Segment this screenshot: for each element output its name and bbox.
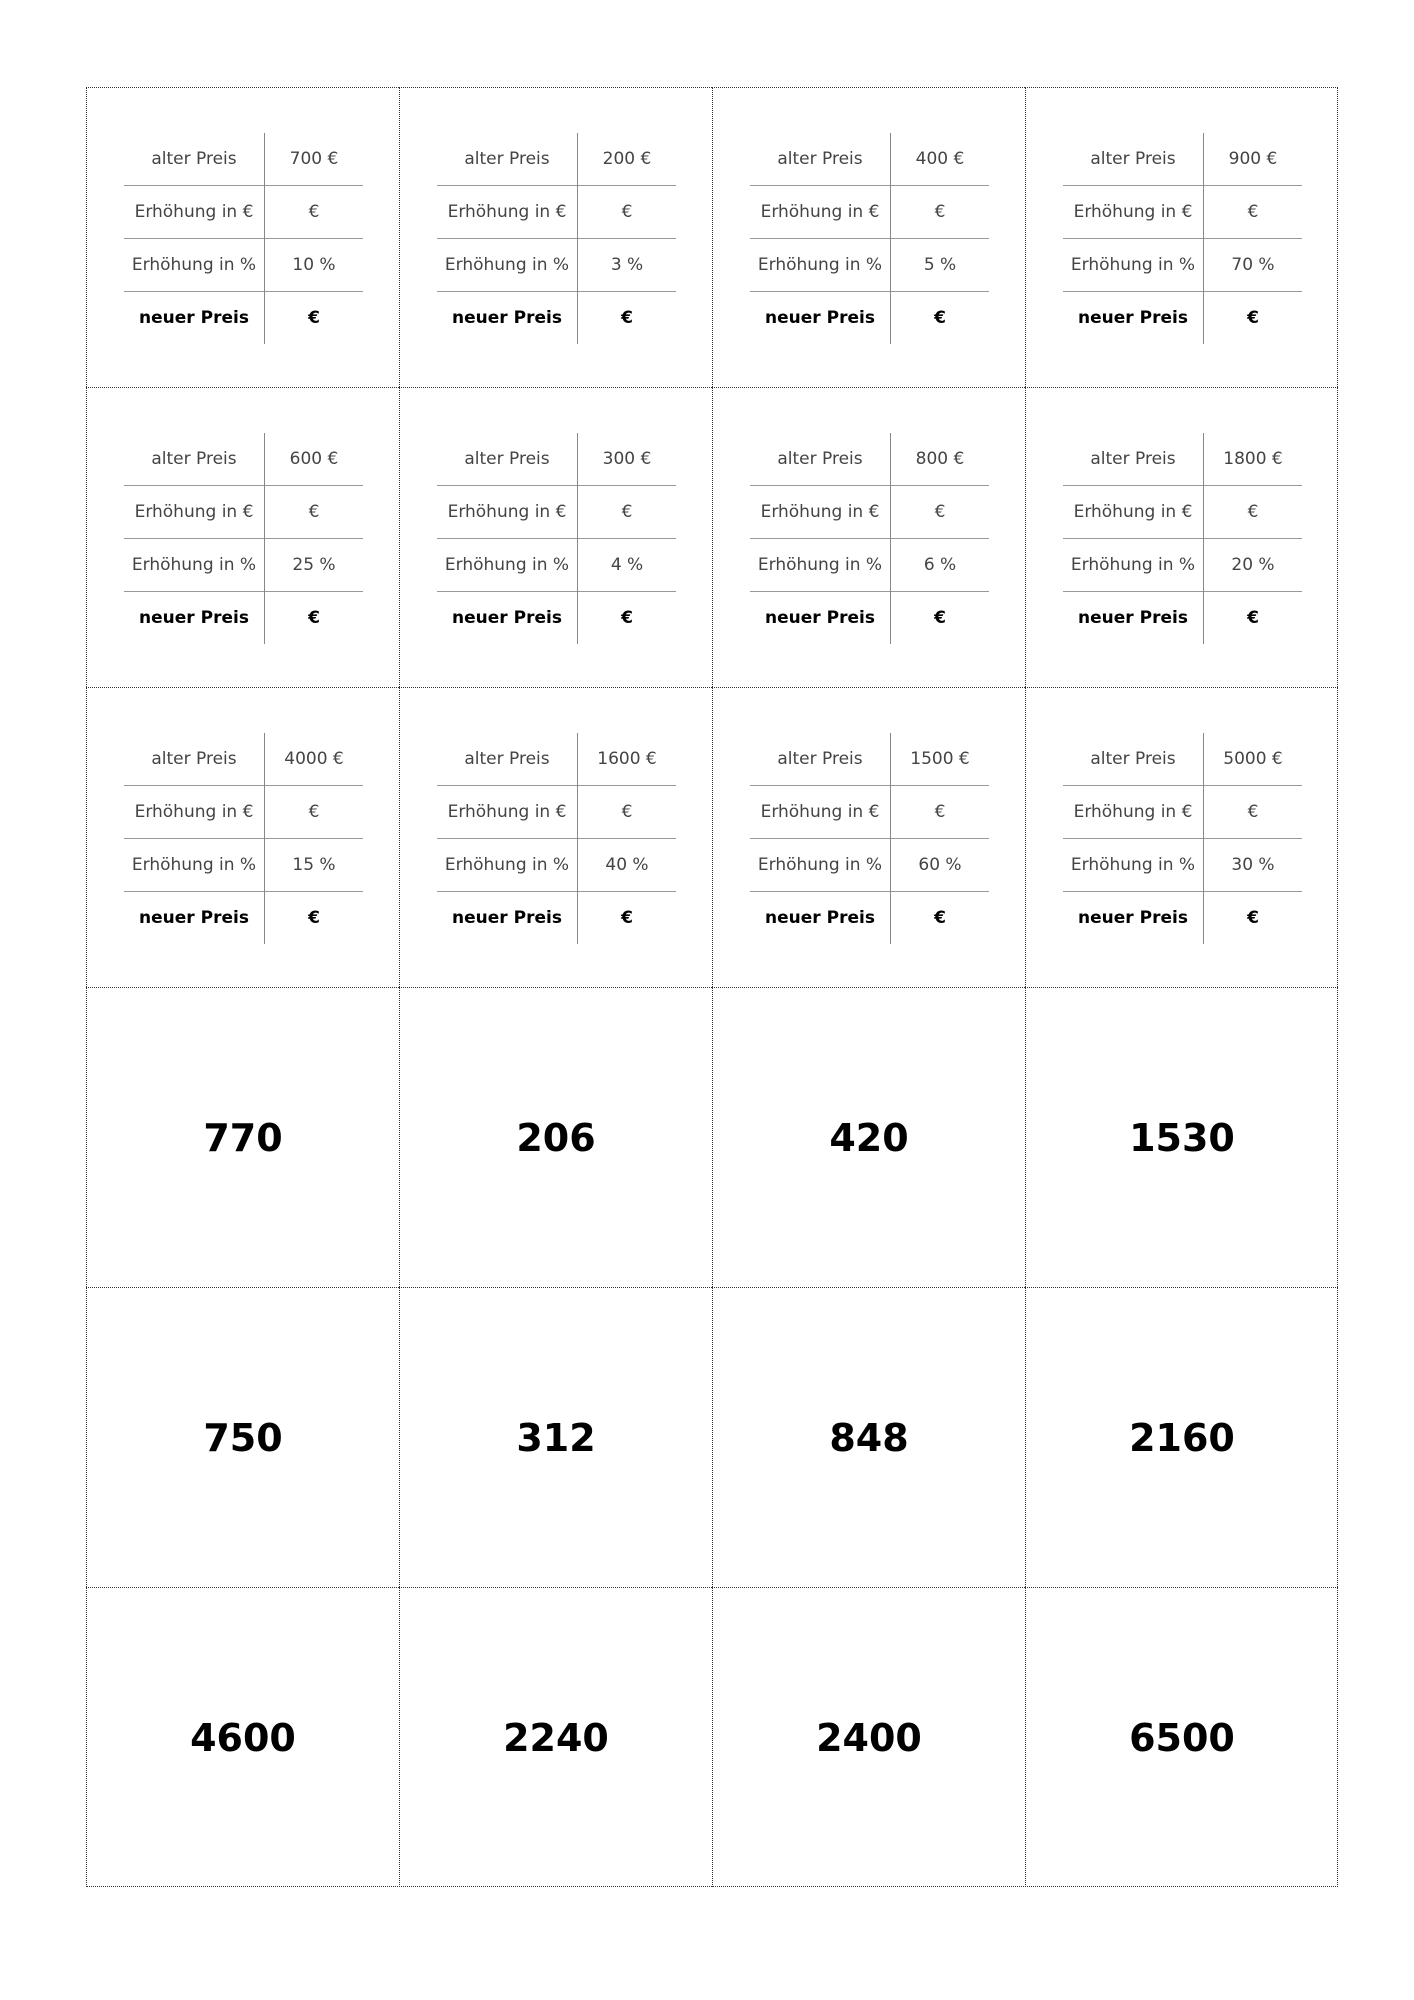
- increase-pct-value: 5 %: [891, 239, 990, 292]
- new-price-value: €: [1204, 292, 1303, 345]
- old-price-label: alter Preis: [437, 133, 578, 186]
- increase-eur-value: €: [1204, 186, 1303, 239]
- task-card: [712, 687, 1025, 987]
- answer-card: [712, 987, 1025, 1287]
- old-price-value: 4000 €: [284, 749, 344, 769]
- answer-value: 2160: [1129, 1415, 1235, 1460]
- increase-pct-label: Erhöhung in %: [437, 539, 578, 592]
- increase-pct-label: Erhöhung in %: [1063, 539, 1204, 592]
- row-new-price: [124, 592, 363, 645]
- increase-eur-label: Erhöhung in €: [124, 486, 265, 539]
- row-old-price: [1063, 433, 1302, 486]
- row-old-price: [1063, 133, 1302, 186]
- increase-eur-value: €: [265, 186, 364, 239]
- row-old-price: [750, 133, 989, 186]
- old-price-label: alter Preis: [750, 733, 891, 786]
- row-new-price: [1063, 292, 1302, 345]
- increase-eur-value: €: [891, 186, 990, 239]
- row-new-price: [437, 292, 676, 345]
- increase-pct-label: Erhöhung in %: [1063, 239, 1204, 292]
- old-price-label: alter Preis: [1063, 733, 1204, 786]
- increase-pct-label: Erhöhung in %: [750, 239, 891, 292]
- answer-card: [712, 1587, 1025, 1887]
- increase-eur-label: Erhöhung in €: [437, 186, 578, 239]
- answer-value: 2240: [503, 1715, 609, 1760]
- answer-value: 206: [516, 1115, 596, 1160]
- row-increase-pct: [437, 839, 676, 892]
- row-new-price: [124, 292, 363, 345]
- answer-value: 848: [829, 1415, 909, 1460]
- increase-pct-value: 25 %: [265, 539, 364, 592]
- old-price-label: alter Preis: [124, 733, 265, 786]
- increase-pct-value: 4 %: [578, 539, 677, 592]
- increase-eur-label: Erhöhung in €: [1063, 786, 1204, 839]
- increase-eur-value: €: [265, 486, 364, 539]
- increase-eur-label: Erhöhung in €: [124, 786, 265, 839]
- increase-eur-value: €: [1204, 486, 1303, 539]
- row-old-price: [1063, 733, 1302, 786]
- task-card: [1025, 387, 1338, 687]
- increase-eur-label: Erhöhung in €: [437, 486, 578, 539]
- answer-value: 750: [203, 1415, 283, 1460]
- row-old-price: [437, 433, 676, 486]
- new-price-value: €: [891, 592, 990, 645]
- answer-card: [1025, 1587, 1338, 1887]
- old-price-label: alter Preis: [750, 433, 891, 486]
- increase-eur-label: Erhöhung in €: [750, 786, 891, 839]
- row-increase-eur: [1063, 486, 1302, 539]
- old-price-value: 1600 €: [597, 749, 657, 769]
- increase-eur-value: €: [578, 786, 677, 839]
- increase-eur-value: €: [891, 786, 990, 839]
- task-card: [1025, 687, 1338, 987]
- old-price-value: 1500 €: [910, 749, 970, 769]
- old-price-value: 300 €: [602, 449, 652, 469]
- price-table: [1063, 133, 1302, 344]
- increase-pct-value: 60 %: [891, 839, 990, 892]
- price-table: [124, 133, 363, 344]
- new-price-label: neuer Preis: [1063, 292, 1204, 345]
- row-increase-pct: [1063, 239, 1302, 292]
- row-increase-eur: [124, 186, 363, 239]
- price-table: [437, 133, 676, 344]
- new-price-label: neuer Preis: [437, 892, 578, 945]
- task-card: [86, 387, 399, 687]
- old-price-label: alter Preis: [437, 733, 578, 786]
- price-table: [750, 433, 989, 644]
- new-price-label: neuer Preis: [124, 292, 265, 345]
- row-increase-pct: [124, 839, 363, 892]
- card-sheet: [86, 87, 1338, 1887]
- row-old-price: [437, 133, 676, 186]
- row-increase-pct: [124, 539, 363, 592]
- price-table: [437, 433, 676, 644]
- new-price-value: €: [1204, 892, 1303, 945]
- answer-value: 770: [203, 1115, 283, 1160]
- new-price-value: €: [265, 292, 364, 345]
- new-price-value: €: [891, 292, 990, 345]
- increase-pct-label: Erhöhung in %: [750, 839, 891, 892]
- old-price-value: 200 €: [602, 149, 652, 169]
- old-price-label: alter Preis: [750, 133, 891, 186]
- answer-card: [399, 987, 712, 1287]
- row-increase-pct: [437, 539, 676, 592]
- answer-value: 4600: [190, 1715, 296, 1760]
- increase-pct-value: 3 %: [578, 239, 677, 292]
- answer-card: [1025, 1287, 1338, 1587]
- new-price-label: neuer Preis: [124, 892, 265, 945]
- old-price-value: 700 €: [289, 149, 339, 169]
- row-increase-pct: [750, 839, 989, 892]
- row-increase-eur: [1063, 186, 1302, 239]
- old-price-label: alter Preis: [124, 433, 265, 486]
- answer-card: [86, 1287, 399, 1587]
- row-increase-eur: [750, 486, 989, 539]
- increase-pct-label: Erhöhung in %: [1063, 839, 1204, 892]
- new-price-label: neuer Preis: [437, 592, 578, 645]
- old-price-label: alter Preis: [1063, 133, 1204, 186]
- row-old-price: [750, 433, 989, 486]
- price-table: [750, 733, 989, 944]
- answer-value: 420: [829, 1115, 909, 1160]
- new-price-value: €: [1204, 592, 1303, 645]
- increase-pct-value: 20 %: [1204, 539, 1303, 592]
- row-old-price: [750, 733, 989, 786]
- task-card: [86, 87, 399, 387]
- new-price-label: neuer Preis: [750, 592, 891, 645]
- row-new-price: [1063, 592, 1302, 645]
- task-card: [399, 387, 712, 687]
- row-increase-pct: [1063, 839, 1302, 892]
- task-card: [1025, 87, 1338, 387]
- row-new-price: [1063, 892, 1302, 945]
- increase-eur-value: €: [891, 486, 990, 539]
- row-increase-eur: [750, 186, 989, 239]
- price-table: [1063, 733, 1302, 944]
- new-price-label: neuer Preis: [750, 292, 891, 345]
- increase-pct-value: 15 %: [265, 839, 364, 892]
- increase-eur-value: €: [265, 786, 364, 839]
- row-increase-pct: [750, 539, 989, 592]
- increase-eur-label: Erhöhung in €: [437, 786, 578, 839]
- price-table: [124, 433, 363, 644]
- new-price-label: neuer Preis: [124, 592, 265, 645]
- increase-eur-label: Erhöhung in €: [750, 186, 891, 239]
- row-increase-eur: [437, 486, 676, 539]
- answer-card: [399, 1587, 712, 1887]
- increase-pct-label: Erhöhung in %: [437, 839, 578, 892]
- answer-value: 1530: [1129, 1115, 1235, 1160]
- task-card: [712, 387, 1025, 687]
- new-price-label: neuer Preis: [750, 892, 891, 945]
- new-price-value: €: [578, 892, 677, 945]
- answer-value: 2400: [816, 1715, 922, 1760]
- answer-card: [86, 1587, 399, 1887]
- row-increase-eur: [1063, 786, 1302, 839]
- task-card: [712, 87, 1025, 387]
- row-increase-eur: [437, 786, 676, 839]
- old-price-value: 1800 €: [1223, 449, 1283, 469]
- answer-value: 6500: [1129, 1715, 1235, 1760]
- row-old-price: [124, 433, 363, 486]
- old-price-label: alter Preis: [437, 433, 578, 486]
- increase-pct-label: Erhöhung in %: [124, 839, 265, 892]
- price-table: [124, 733, 363, 944]
- increase-eur-label: Erhöhung in €: [124, 186, 265, 239]
- increase-eur-label: Erhöhung in €: [1063, 186, 1204, 239]
- increase-pct-value: 6 %: [891, 539, 990, 592]
- new-price-value: €: [265, 892, 364, 945]
- row-new-price: [124, 892, 363, 945]
- increase-eur-label: Erhöhung in €: [1063, 486, 1204, 539]
- old-price-value: 600 €: [289, 449, 339, 469]
- old-price-value: 900 €: [1228, 149, 1278, 169]
- row-old-price: [124, 133, 363, 186]
- row-increase-eur: [124, 786, 363, 839]
- increase-pct-label: Erhöhung in %: [124, 239, 265, 292]
- answer-card: [712, 1287, 1025, 1587]
- row-increase-pct: [437, 239, 676, 292]
- increase-pct-value: 70 %: [1204, 239, 1303, 292]
- row-old-price: [437, 733, 676, 786]
- old-price-value: 400 €: [915, 149, 965, 169]
- increase-eur-value: €: [578, 486, 677, 539]
- increase-eur-value: €: [578, 186, 677, 239]
- increase-eur-label: Erhöhung in €: [750, 486, 891, 539]
- increase-pct-value: 10 %: [265, 239, 364, 292]
- task-card: [86, 687, 399, 987]
- answer-card: [399, 1287, 712, 1587]
- increase-pct-value: 30 %: [1204, 839, 1303, 892]
- increase-pct-value: 40 %: [578, 839, 677, 892]
- row-increase-eur: [750, 786, 989, 839]
- new-price-label: neuer Preis: [1063, 892, 1204, 945]
- increase-eur-value: €: [1204, 786, 1303, 839]
- task-card: [399, 687, 712, 987]
- answer-card: [1025, 987, 1338, 1287]
- row-new-price: [437, 592, 676, 645]
- row-increase-eur: [437, 186, 676, 239]
- increase-pct-label: Erhöhung in %: [437, 239, 578, 292]
- answer-card: [86, 987, 399, 1287]
- row-increase-pct: [1063, 539, 1302, 592]
- old-price-label: alter Preis: [124, 133, 265, 186]
- new-price-value: €: [265, 592, 364, 645]
- new-price-value: €: [578, 292, 677, 345]
- row-increase-eur: [124, 486, 363, 539]
- old-price-label: alter Preis: [1063, 433, 1204, 486]
- row-increase-pct: [750, 239, 989, 292]
- row-increase-pct: [124, 239, 363, 292]
- new-price-label: neuer Preis: [437, 292, 578, 345]
- price-table: [1063, 433, 1302, 644]
- increase-pct-label: Erhöhung in %: [124, 539, 265, 592]
- old-price-value: 5000 €: [1223, 749, 1283, 769]
- price-table: [437, 733, 676, 944]
- increase-pct-label: Erhöhung in %: [750, 539, 891, 592]
- answer-value: 312: [516, 1415, 596, 1460]
- task-card: [399, 87, 712, 387]
- new-price-value: €: [891, 892, 990, 945]
- row-new-price: [750, 292, 989, 345]
- row-new-price: [750, 892, 989, 945]
- new-price-value: €: [578, 592, 677, 645]
- row-old-price: [124, 733, 363, 786]
- row-new-price: [437, 892, 676, 945]
- new-price-label: neuer Preis: [1063, 592, 1204, 645]
- price-table: [750, 133, 989, 344]
- row-new-price: [750, 592, 989, 645]
- old-price-value: 800 €: [915, 449, 965, 469]
